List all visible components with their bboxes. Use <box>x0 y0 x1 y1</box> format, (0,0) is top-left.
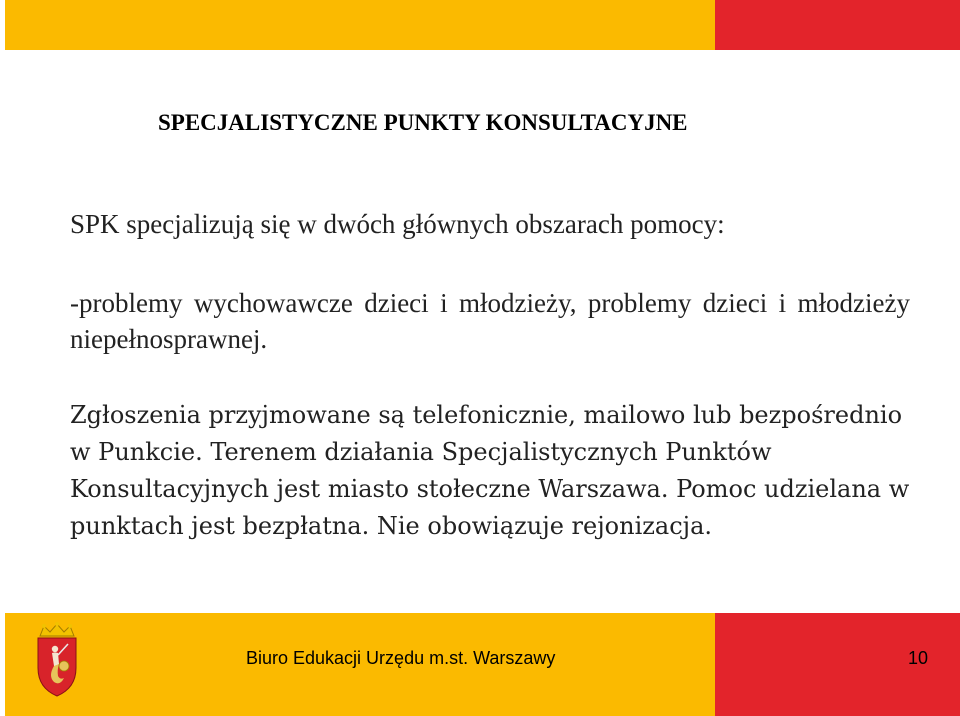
top-band-yellow <box>5 0 715 50</box>
top-band-red <box>715 0 960 50</box>
footer-organization: Biuro Edukacji Urzędu m.st. Warszawy <box>246 648 556 668</box>
body-paragraph: Zgłoszenia przyjmowane są telefonicznie, mailowo lub bezpośrednio w Punkcie. Terenem działania Specjalistycznych Punktów Konsultacyjnych jest miasto stołeczne Warszawa. Pomoc udzielana w punktach jest bezpłatna. Nie obowiązuje rejonizacja. <box>70 401 910 540</box>
page-number: 10 <box>908 648 929 668</box>
areas-paragraph: -problemy wychowawcze dzieci i młodzieży, problemy dzieci i młodzieży niepełnosprawnej. <box>70 288 910 354</box>
warsaw-coat-of-arms-icon <box>30 622 84 698</box>
slide-title: SPECJALISTYCZNE PUNKTY KONSULTACYJNE <box>158 110 688 135</box>
intro-paragraph: SPK specjalizują się w dwóch głównych obszarach pomocy: <box>70 209 725 239</box>
top-color-band <box>0 0 960 50</box>
